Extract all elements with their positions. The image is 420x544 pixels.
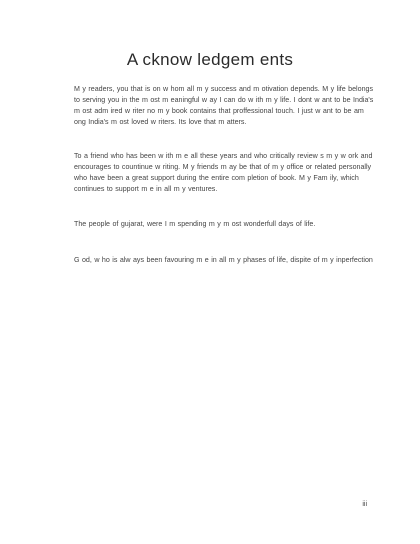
paragraph-god: G od, w ho is alw ays been favouring m e in all m y phases of life, dispite of m y inperfection bbox=[74, 256, 373, 264]
paragraph-friend: To a friend who has been w ith m e all these years and who critically review s m y w ork and encourages to countinue w riting. M y friends m ay be that of m y office or related personally who have been a great support during the entire com pletion of book. M y Fam ily, which continues to support m e in all m y ventures. bbox=[74, 152, 373, 193]
page-title: A cknow ledgem ents bbox=[126, 50, 294, 69]
page-number: iii bbox=[362, 501, 367, 508]
paragraph-gujarat: The people of gujarat, were I m spending m y m ost wonderfull days of life. bbox=[74, 220, 316, 228]
paragraph-readers: M y readers, you that is on w hom all m y success and m otivation depends. M y life belongs to serving you in the m ost m eaningful w ay I can do w ith m y life. I dont w ant to be India's m ost adm ired w riter no m y book contains that proffessional touch. I just w ant to be am ong India's m ost loved w riters. Its love that m atters. bbox=[74, 85, 374, 126]
